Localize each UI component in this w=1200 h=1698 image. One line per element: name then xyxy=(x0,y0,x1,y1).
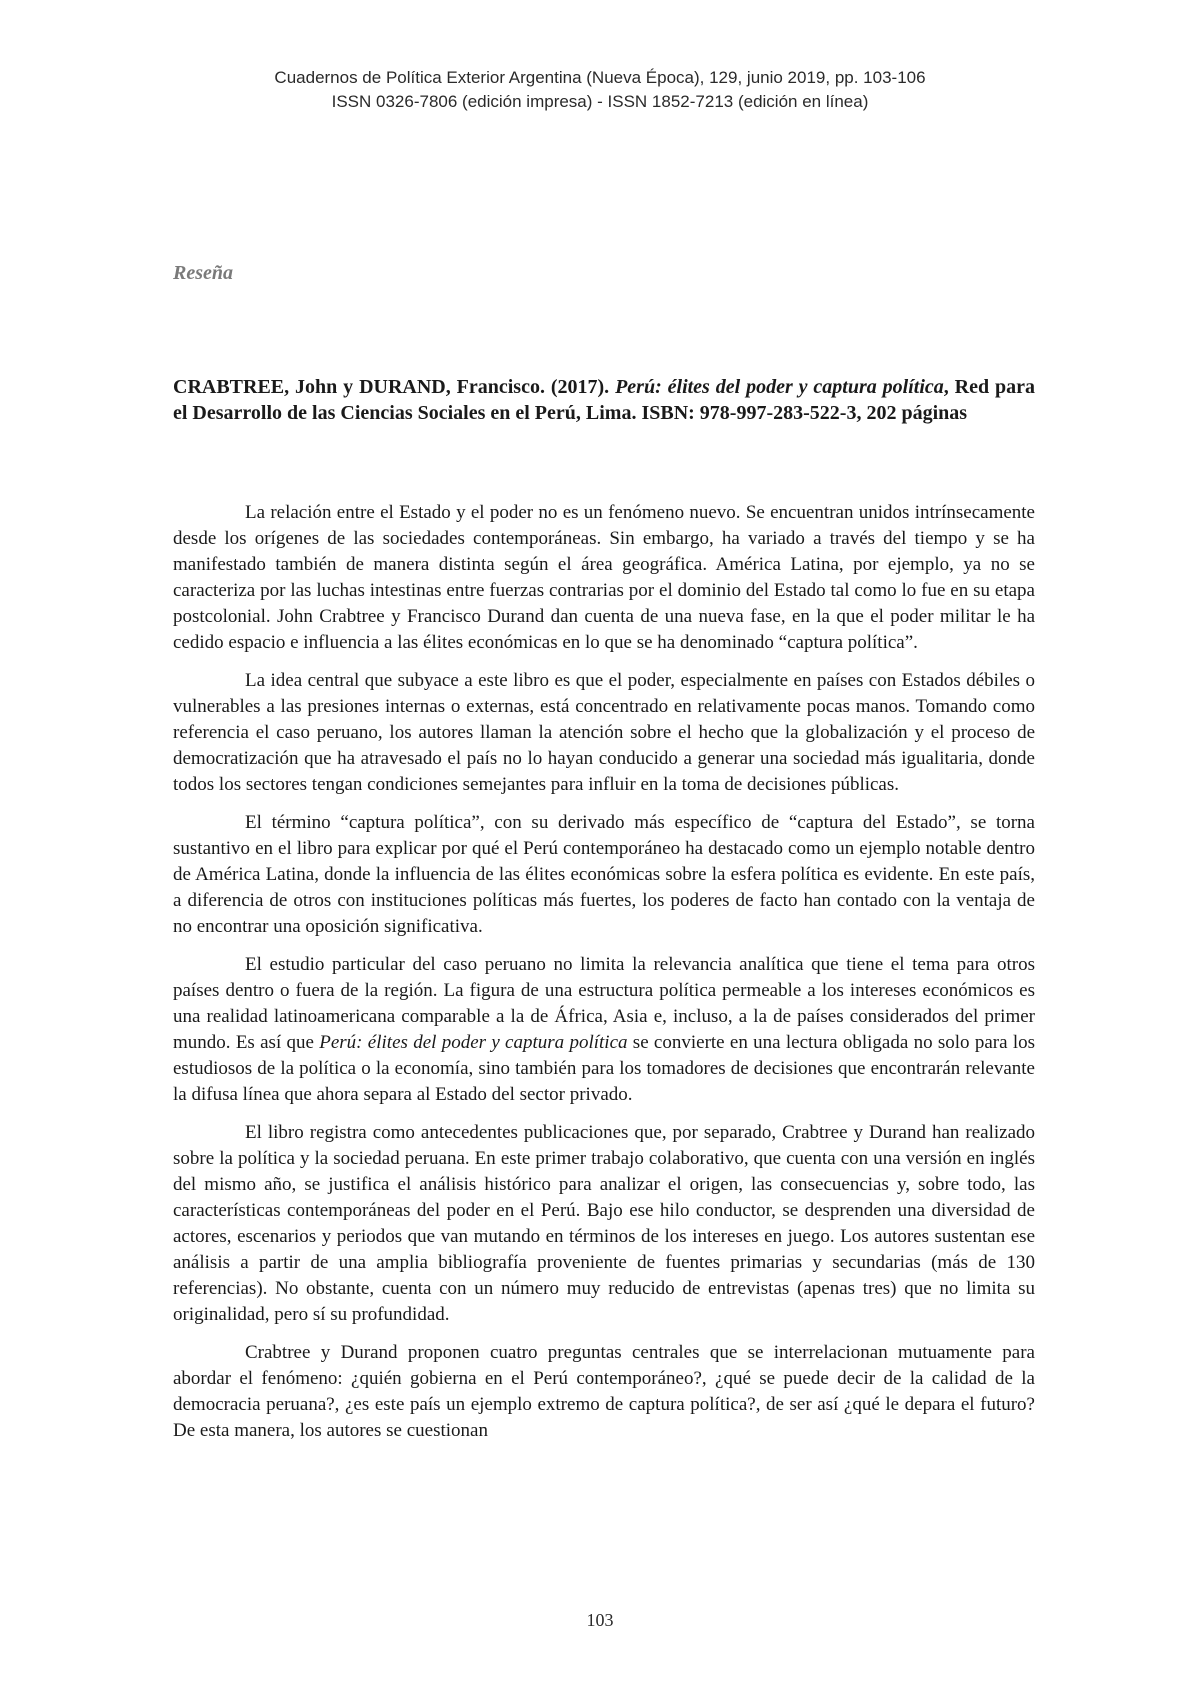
book-citation xyxy=(173,374,1035,426)
running-header xyxy=(0,66,1200,114)
paragraph-4-text-b: se convierte en una lectura obligada no solo para los estudiosos de la política o la economía, sino también para los tomadores de decisiones que encontrarán relevante la difusa línea que ahora separa al Estado del sector privado. xyxy=(173,1032,1035,1105)
journal-citation-line: Cuadernos de Política Exterior Argentina (Nueva Época), 129, junio 2019, pp. 103-106 xyxy=(274,68,926,87)
section-label: Reseña xyxy=(173,262,233,284)
paragraph-4 xyxy=(173,952,1035,1108)
paragraph-5: El libro registra como antecedentes publicaciones que, por separado, Crabtree y Durand han realizado sobre la política y la sociedad peruana. En este primer trabajo colaborativo, que cuenta con una versión en inglés del mismo año, se justifica el análisis histórico para analizar el origen, las consecuencias y, sobre todo, las características contemporáneas del poder en el Perú. Bajo ese hilo conductor, se desprenden una diversidad de actores, escenarios y periodos que van mutando en términos de los intereses en juego. Los autores sustentan ese análisis a partir de una amplia bibliografía proveniente de fuentes primarias y secundarias (más de 130 referencias). No obstante, cuenta con un número muy reducido de entrevistas (apenas tres) que no limita su originalidad, pero sí su profundidad. xyxy=(173,1122,1035,1325)
issn-line: ISSN 0326-7806 (edición impresa) - ISSN 1852-7213 (edición en línea) xyxy=(331,92,869,111)
review-body xyxy=(173,500,1035,1444)
page-number: 103 xyxy=(586,1610,614,1630)
citation-book-title: Perú: élites del poder y captura política xyxy=(615,376,944,398)
paragraph-3: El término “captura política”, con su derivado más específico de “captura del Estado”, se torna sustantivo en el libro para explicar por qué el Perú contemporáneo ha destacado como un ejemplo notable dentro de América Latina, donde la influencia de las élites económicas sobre la esfera política es evidente. En este país, a diferencia de otros con instituciones políticas más fuertes, los poderes de facto han contado con la ventaja de no encontrar una oposición significativa. xyxy=(173,812,1035,937)
citation-publisher-info: , Red para el Desarrollo de las Ciencias Sociales en el Perú, Lima. ISBN: 978-997-283-522-3, 202 páginas xyxy=(173,376,1036,424)
paragraph-1: La relación entre el Estado y el poder no es un fenómeno nuevo. Se encuentran unidos intrínsecamente desde los orígenes de las sociedades contemporáneas. Sin embargo, ha variado a través del tiempo y se ha manifestado también de manera distinta según el área geográfica. América Latina, por ejemplo, ya no se caracteriza por las luchas intestinas entre fuerzas contrarias por el dominio del Estado tal como lo fue en su etapa postcolonial. John Crabtree y Francisco Durand dan cuenta de una nueva fase, en la que el poder militar le ha cedido espacio e influencia a las élites económicas en lo que se ha denominado “captura política”. xyxy=(173,502,1035,653)
paragraph-2: La idea central que subyace a este libro es que el poder, especialmente en países con Estados débiles o vulnerables a las presiones internas o externas, está concentrado en relativamente pocas manos. Tomando como referencia el caso peruano, los autores llaman la atención sobre el hecho que la globalización y el proceso de democratización que ha atravesado el país no lo hayan conducido a generar una sociedad más igualitaria, donde todos los sectores tengan condiciones semejantes para influir en la toma de decisiones públicas. xyxy=(173,670,1035,795)
paragraph-4-text-a: El estudio particular del caso peruano no limita la relevancia analítica que tiene el tema para otros países dentro o fuera de la región. La figura de una estructura política permeable a los intereses económicos es una realidad latinoamericana comparable a la de África, Asia e, incluso, a la de países considerados del primer mundo. Es así que xyxy=(173,954,1035,1053)
citation-authors-year: CRABTREE, John y DURAND, Francisco. (2017). xyxy=(173,376,610,398)
paragraph-6: Crabtree y Durand proponen cuatro preguntas centrales que se interrelacionan mutuamente para abordar el fenómeno: ¿quién gobierna en el Perú contemporáneo?, ¿qué se puede decir de la calidad de la democracia peruana?, ¿es este país un ejemplo extremo de captura política?, de ser así ¿qué le depara el futuro? De esta manera, los autores se cuestionan xyxy=(173,1342,1035,1441)
paragraph-4-book-title: Perú: élites del poder y captura política xyxy=(319,1032,628,1053)
